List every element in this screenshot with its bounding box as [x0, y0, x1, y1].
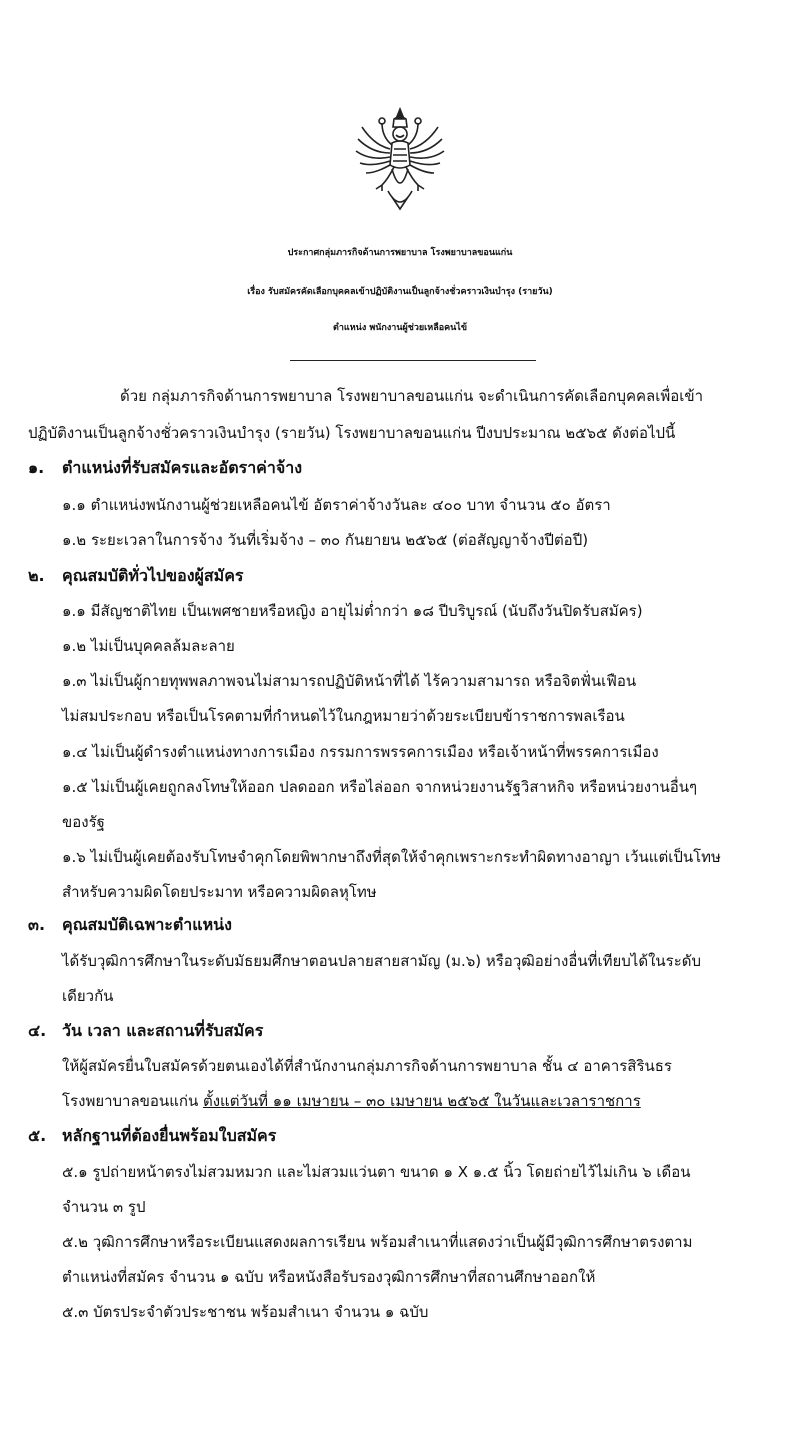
- section-4-number: ๔.: [28, 1021, 47, 1040]
- section-3-heading: [28, 915, 232, 935]
- section-3-title: คุณสมบัติเฉพาะตำแหน่ง: [62, 915, 232, 934]
- section-4-dates: ตั้งแต่วันที่ ๑๑ เมษายน – ๓๐ เมษายน ๒๕๖๕ ในวันและเวลาราชการ: [202, 1092, 641, 1110]
- section-1-number: ๑.: [28, 458, 45, 477]
- section-1-heading: [28, 458, 302, 478]
- announcement-position: ตำแหน่ง พนักงานผู้ช่วยเหลือคนไข้: [333, 323, 467, 333]
- section-5-item-3: ๕.๓ บัตรประจำตัวประชาชน พร้อมสำเนา จำนวน ๑ ฉบับ: [62, 1303, 429, 1321]
- section-2-number: ๒.: [28, 566, 45, 585]
- section-3-text-cont: เดียวกัน: [62, 987, 114, 1005]
- section-5-item-1: ๕.๑ รูปถ่ายหน้าตรงไม่สวมหมวก และไม่สวมแว่นตา ขนาด ๑ X ๑.๕ นิ้ว โดยถ่ายไว้ไม่เกิน ๖ เดือน: [62, 1163, 691, 1181]
- section-4-heading: [28, 1021, 263, 1041]
- section-4-place: โรงพยาบาลขอนแก่น: [62, 1092, 203, 1110]
- announcement-subject: เรื่อง รับสมัครคัดเลือกบุคคลเข้าปฏิบัติงานเป็นลูกจ้างชั่วคราวเงินบำรุง (รายวัน): [247, 287, 553, 297]
- section-3-number: ๓.: [28, 915, 46, 934]
- announcement-title: ประกาศกลุ่มภารกิจด้านการพยาบาล โรงพยาบาลขอนแก่น: [287, 248, 513, 258]
- section-5-item-1-cont: จำนวน ๓ รูป: [62, 1198, 146, 1216]
- intro-line-1: ด้วย กลุ่มภารกิจด้านการพยาบาล โรงพยาบาลขอนแก่น จะดำเนินการคัดเลือกบุคคลเพื่อเข้า: [120, 387, 704, 405]
- section-2-item-1: ๑.๑ มีสัญชาติไทย เป็นเพศชายหรือหญิง อายุไม่ต่ำกว่า ๑๘ ปีบริบูรณ์ (นับถึงวันปิดรับสมัคร): [62, 602, 643, 620]
- section-3-text: ได้รับวุฒิการศึกษาในระดับมัธยมศึกษาตอนปลายสายสามัญ (ม.๖) หรือวุฒิอย่างอื่นที่เทียบได้ในระดับ: [62, 952, 702, 970]
- section-2-item-5: ๑.๕ ไม่เป็นผู้เคยถูกลงโทษให้ออก ปลดออก หรือไล่ออก จากหน่วยงานรัฐวิสาหกิจ หรือหน่วยงานอื่นๆ: [62, 778, 698, 796]
- section-4-text-cont: [62, 1091, 641, 1111]
- section-2-item-5-cont: ของรัฐ: [62, 813, 105, 831]
- section-5-heading: [28, 1126, 276, 1146]
- section-1-item-1: ๑.๑ ตำแหน่งพนักงานผู้ช่วยเหลือคนไข้ อัตราค่าจ้างวันละ ๔๐๐ บาท จำนวน ๕๐ อัตรา: [62, 496, 611, 514]
- section-2-item-6: ๑.๖ ไม่เป็นผู้เคยต้องรับโทษจำคุกโดยพิพากษาถึงที่สุดให้จำคุกเพราะกระทำผิดทางอาญา เว้นแต่เป็นโทษ: [62, 848, 721, 866]
- section-5-item-2: ๕.๒ วุฒิการศึกษาหรือระเบียนแสดงผลการเรียน พร้อมสำเนาที่แสดงว่าเป็นผู้มีวุฒิการศึกษาตรงตาม: [62, 1233, 693, 1251]
- section-2-item-2: ๑.๒ ไม่เป็นบุคคลล้มละลาย: [62, 637, 235, 655]
- header-divider: [290, 360, 536, 361]
- section-4-title: วัน เวลา และสถานที่รับสมัคร: [62, 1021, 264, 1040]
- section-2-item-4: ๑.๔ ไม่เป็นผู้ดำรงตำแหน่งทางการเมือง กรรมการพรรคการเมือง หรือเจ้าหน้าที่พรรคการเมือง: [62, 743, 659, 761]
- section-2-heading: [28, 566, 243, 586]
- section-2-item-3: ๑.๓ ไม่เป็นผู้กายทุพพลภาพจนไม่สามารถปฏิบัติหน้าที่ได้ ไร้ความสามารถ หรือจิตฟั่นเฟือน: [62, 672, 637, 690]
- section-5-number: ๕.: [28, 1126, 47, 1145]
- garuda-emblem-icon: [352, 105, 448, 215]
- section-4-text: ให้ผู้สมัครยื่นใบสมัครด้วยตนเองได้ที่สำนักงานกลุ่มภารกิจด้านการพยาบาล ชั้น ๔ อาคารสิรินธร: [62, 1057, 672, 1075]
- intro-line-2: ปฏิบัติงานเป็นลูกจ้างชั่วคราวเงินบำรุง (รายวัน) โรงพยาบาลขอนแก่น ปีงบประมาณ ๒๕๖๕ ดังต่อไปนี้: [28, 424, 676, 442]
- section-5-item-2-cont: ตำแหน่งที่สมัคร จำนวน ๑ ฉบับ หรือหนังสือรับรองวุฒิการศึกษาที่สถานศึกษาออกให้: [62, 1268, 596, 1286]
- section-2-item-3-cont: ไม่สมประกอบ หรือเป็นโรคตามที่กำหนดไว้ในกฎหมายว่าด้วยระเบียบข้าราชการพลเรือน: [62, 707, 625, 725]
- section-2-item-6-cont: สำหรับความผิดโดยประมาท หรือความผิดลหุโทษ: [62, 883, 377, 901]
- section-1-item-2: ๑.๒ ระยะเวลาในการจ้าง วันที่เริ่มจ้าง – ๓๐ กันยายน ๒๕๖๕ (ต่อสัญญาจ้างปีต่อปี): [62, 531, 589, 549]
- section-1-title: ตำแหน่งที่รับสมัครและอัตราค่าจ้าง: [62, 458, 303, 477]
- section-2-title: คุณสมบัติทั่วไปของผู้สมัคร: [62, 566, 244, 585]
- section-5-title: หลักฐานที่ต้องยื่นพร้อมใบสมัคร: [62, 1126, 277, 1145]
